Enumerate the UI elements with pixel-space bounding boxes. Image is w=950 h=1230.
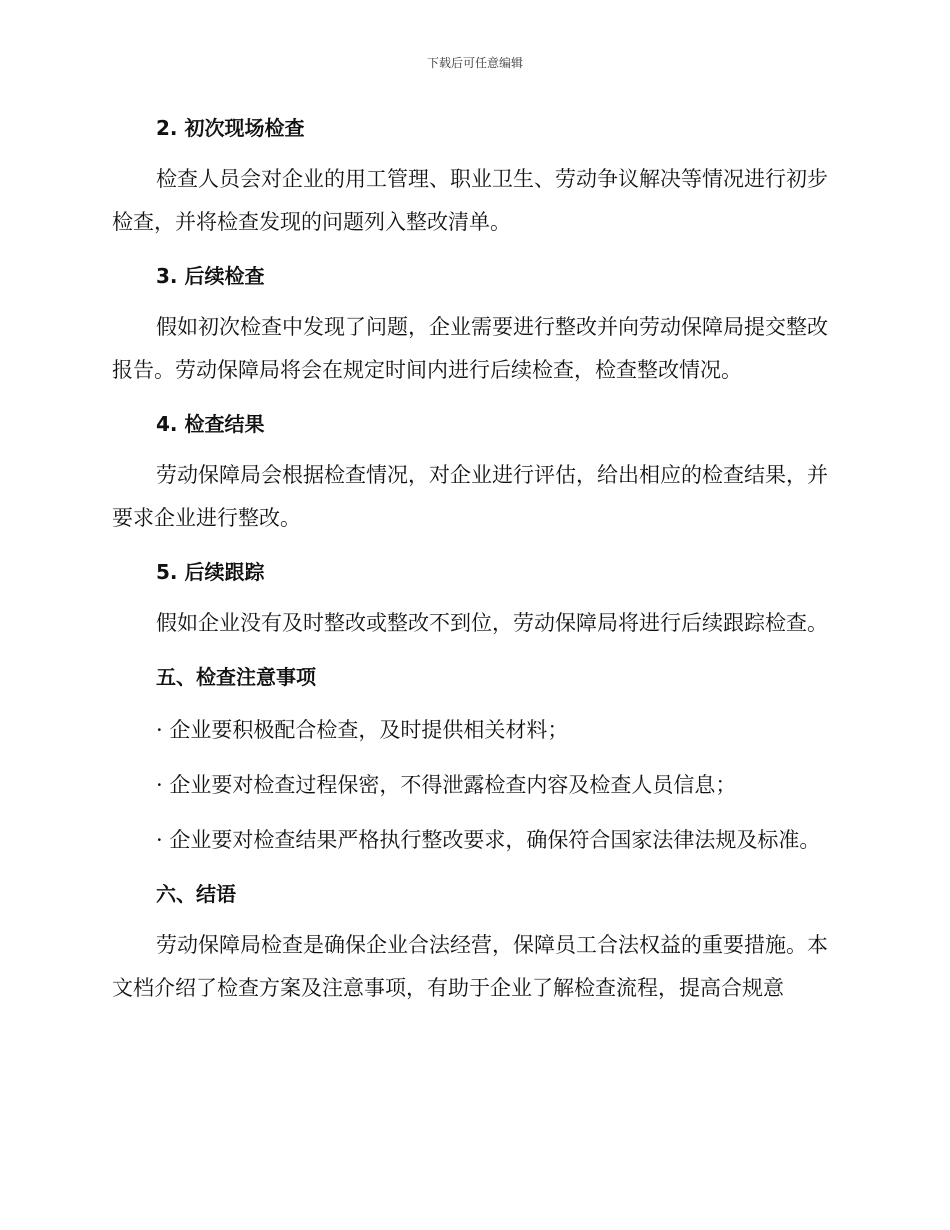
section-heading-follow-up-tracking: 5. 后续跟踪 bbox=[156, 560, 265, 584]
section-heading-initial-inspection: 2. 初次现场检查 bbox=[156, 116, 305, 140]
paragraph-follow-up-inspection: 假如初次检查中发现了问题，企业需要进行整改并向劳动保障局提交整改报告。劳动保障局将会在规定时间内进行后续检查，检查整改情况。 bbox=[112, 315, 828, 382]
page-header: 下载后可任意编辑 bbox=[426, 56, 523, 70]
list-item: · 企业要积极配合检查，及时提供相关材料； bbox=[156, 718, 569, 742]
section-heading-inspection-result: 4. 检查结果 bbox=[156, 412, 265, 436]
document-body bbox=[112, 108, 834, 1010]
paragraph-conclusion: 劳动保障局检查是确保企业合法经营，保障员工合法权益的重要措施。本文档介绍了检查方案及注意事项，有助于企业了解检查流程，提高合规意 bbox=[112, 933, 828, 1000]
paragraph-inspection-result: 劳动保障局会根据检查情况，对企业进行评估，给出相应的检查结果，并要求企业进行整改。 bbox=[112, 463, 828, 530]
paragraph-follow-up-tracking: 假如企业没有及时整改或整改不到位，劳动保障局将进行后续跟踪检查。 bbox=[156, 611, 828, 635]
section-heading-inspection-notes: 五、检查注意事项 bbox=[156, 665, 316, 689]
paragraph-initial-inspection: 检查人员会对企业的用工管理、职业卫生、劳动争议解决等情况进行初步检查，并将检查发现的问题列入整改清单。 bbox=[112, 167, 828, 234]
list-item: · 企业要对检查过程保密，不得泄露检查内容及检查人员信息； bbox=[156, 773, 737, 797]
section-heading-conclusion: 六、结语 bbox=[156, 882, 236, 906]
section-heading-follow-up-inspection: 3. 后续检查 bbox=[156, 264, 265, 288]
list-item: · 企业要对检查结果严格执行整改要求，确保符合国家法律法规及标准。 bbox=[156, 828, 821, 852]
